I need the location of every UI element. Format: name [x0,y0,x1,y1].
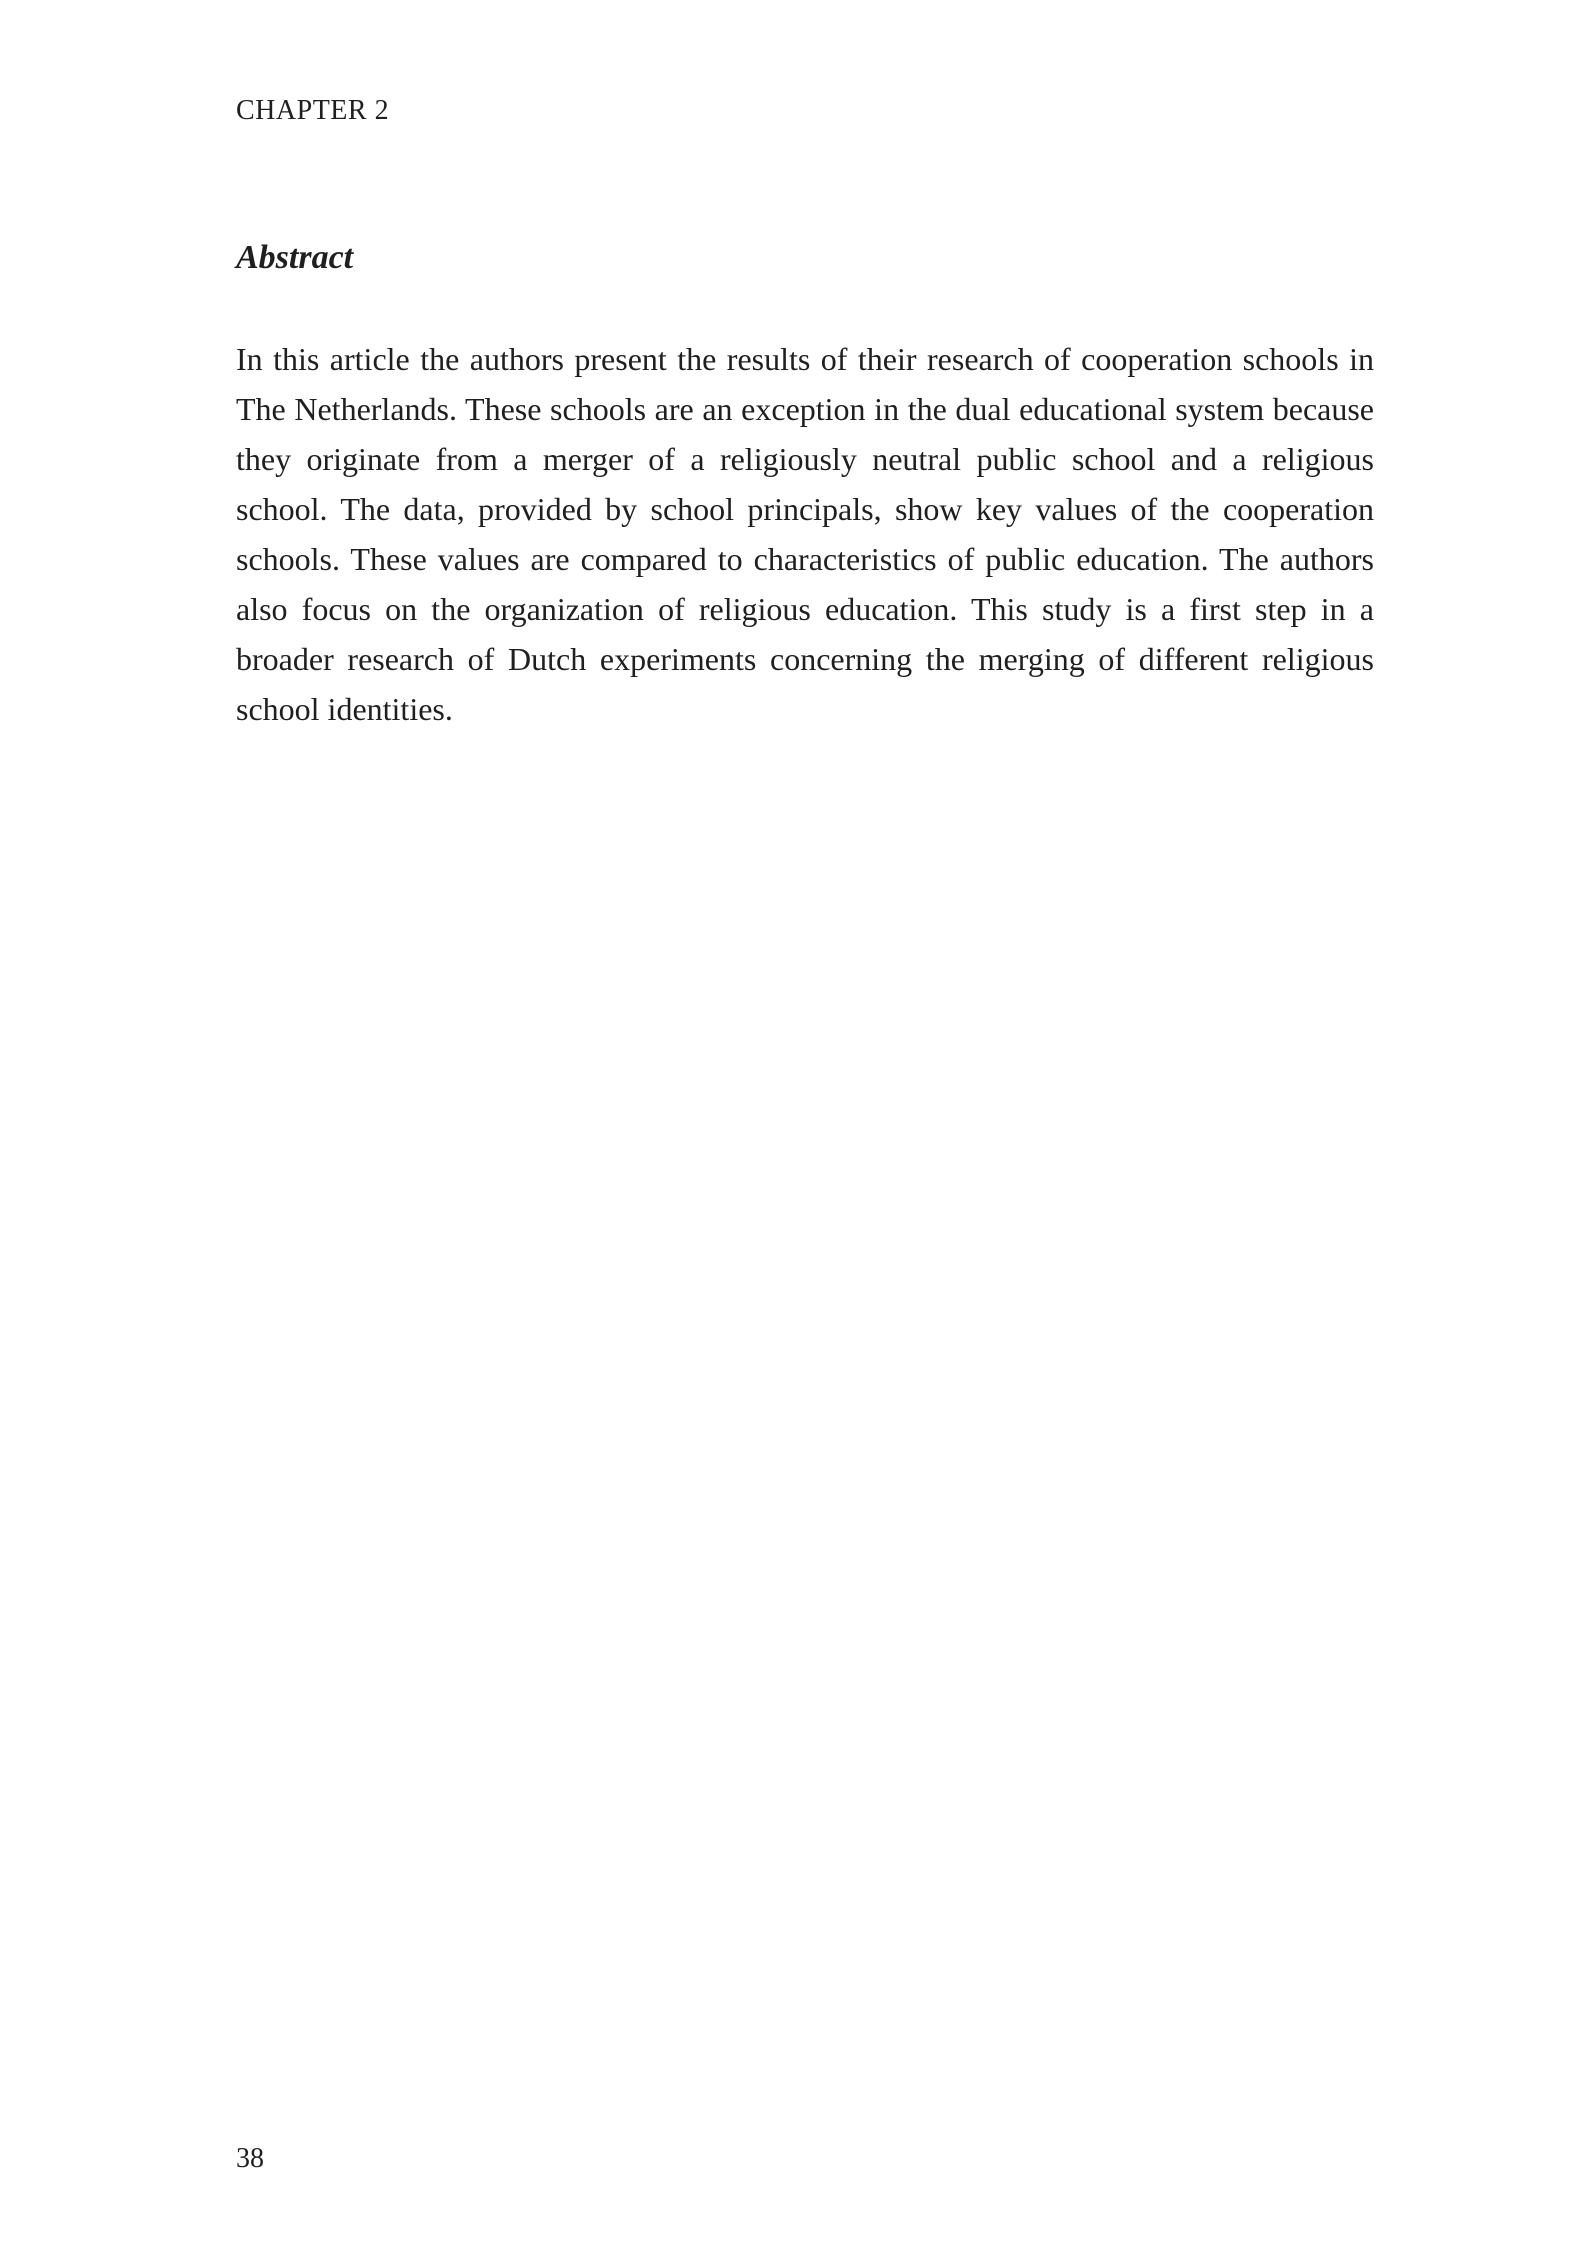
abstract-paragraph: In this article the authors present the results of their research of cooperation schools in The Netherlands. These schools are an exception in the dual educational system because they originate from a merger of a religiously neutral public school and a religious school. The data, provided by school principals, show key values of the cooperation schools. These values are compared to characteristics of public education. The authors also focus on the organization of religious education. This study is a first step in a broader research of Dutch experiments concerning the merging of different religious school identities. [236,341,1374,727]
page-number: 38 [236,2143,264,2174]
running-header: CHAPTER 2 [236,95,390,126]
abstract-heading: Abstract [236,239,354,276]
